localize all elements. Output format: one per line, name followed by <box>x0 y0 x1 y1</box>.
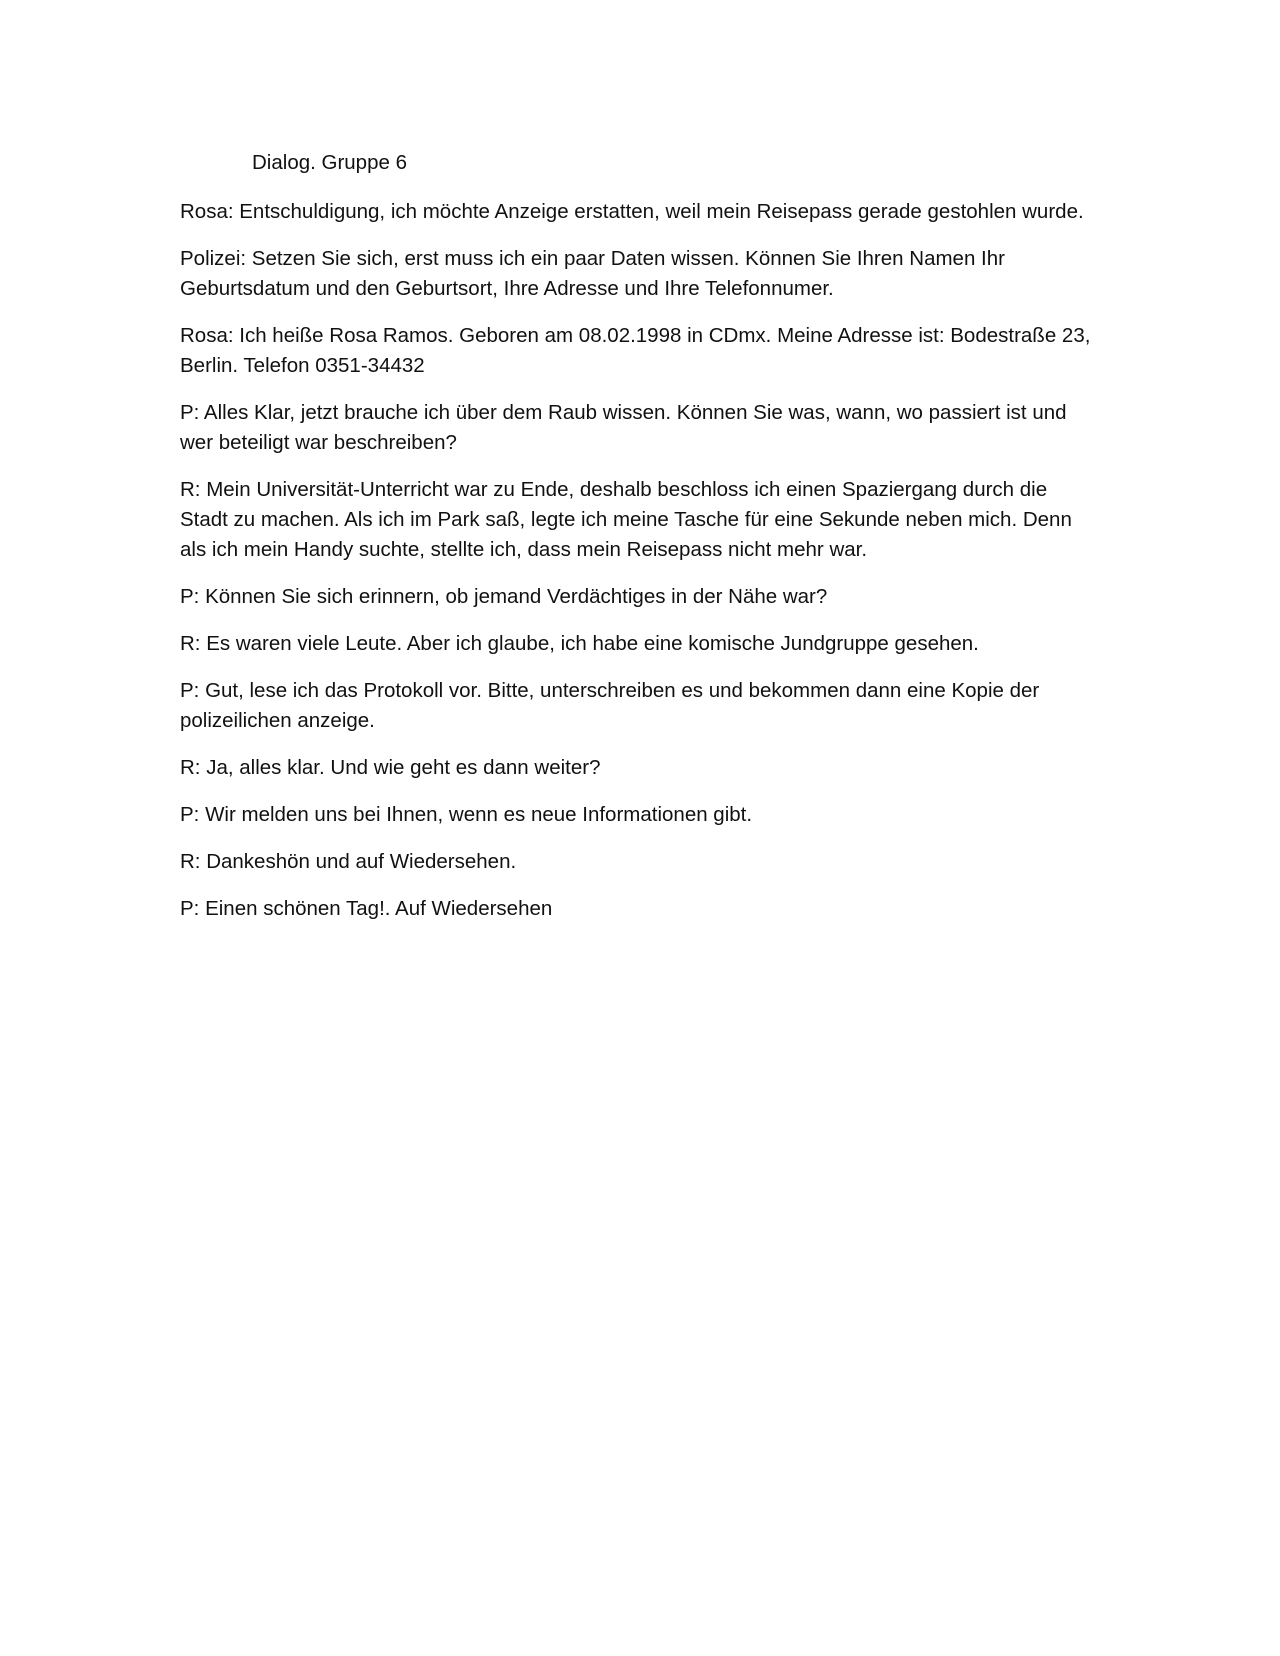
dialog-paragraph: P: Gut, lese ich das Protokoll vor. Bitte, unterschreiben es und bekommen dann eine Kopie der polizeilichen anzeige. <box>180 679 1040 732</box>
dialog-paragraph: P: Können Sie sich erinnern, ob jemand Verdächtiges in der Nähe war? <box>180 585 828 608</box>
dialog-paragraph: R: Dankeshön und auf Wiedersehen. <box>180 850 517 873</box>
dialog-paragraph: P: Wir melden uns bei Ihnen, wenn es neue Informationen gibt. <box>180 803 753 826</box>
dialog-paragraph: Rosa: Ich heiße Rosa Ramos. Geboren am 08.02.1998 in CDmx. Meine Adresse ist: Bodestraße 23, Berlin. Telefon 0351-34432 <box>180 324 1091 377</box>
dialog-paragraph: Polizei: Setzen Sie sich, erst muss ich ein paar Daten wissen. Können Sie Ihren Namen Ihr Geburtsdatum und den Geburtsort, Ihre Adresse und Ihre Telefonnumer. <box>180 247 1005 300</box>
dialog-paragraph: P: Einen schönen Tag!. Auf Wiedersehen <box>180 897 553 920</box>
dialog-paragraph: R: Mein Universität-Unterricht war zu Ende, deshalb beschloss ich einen Spaziergang durch die Stadt zu machen. Als ich im Park saß, legte ich meine Tasche für eine Sekunde neben mich. Denn als ich mein Handy suchte, stellte ich, dass mein Reisepass nicht mehr war. <box>180 478 1072 561</box>
dialog-paragraph: Rosa: Entschuldigung, ich möchte Anzeige erstatten, weil mein Reisepass gerade gestohlen wurde. <box>180 200 1084 223</box>
dialog-paragraph: R: Ja, alles klar. Und wie geht es dann weiter? <box>180 756 601 779</box>
document-title: Dialog. Gruppe 6 <box>252 151 407 174</box>
dialog-paragraph: R: Es waren viele Leute. Aber ich glaube, ich habe eine komische Jundgruppe gesehen. <box>180 632 979 655</box>
dialog-paragraph: P: Alles Klar, jetzt brauche ich über dem Raub wissen. Können Sie was, wann, wo passiert ist und wer beteiligt war beschreiben? <box>180 401 1067 454</box>
